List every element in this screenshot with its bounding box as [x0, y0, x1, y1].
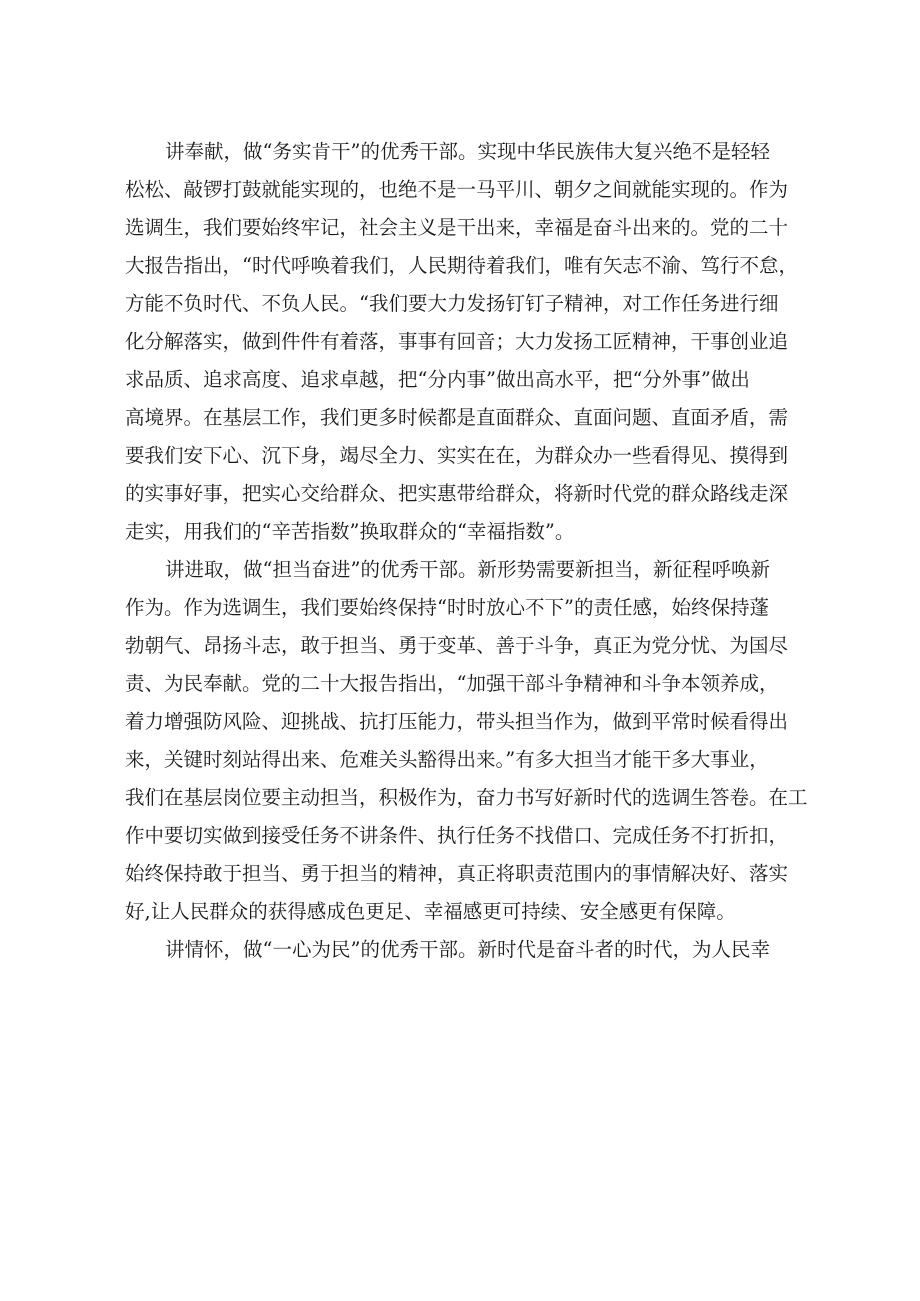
text-line: 始终保持敢于担当、勇于担当的精神，真正将职责范围内的事情解决好、落实 — [125, 862, 789, 885]
text-line: 走实，用我们的“辛苦指数”换取群众的“幸福指数”。 — [125, 520, 575, 543]
text-line: 讲奉献，做“务实肯干”的优秀干部。实现中华民族伟大复兴绝不是轻轻 — [165, 140, 770, 163]
text-line: 讲情怀，做“一心为民”的优秀干部。新时代是奋斗者的时代，为人民幸 — [165, 938, 770, 961]
text-line: 的实事好事，把实心交给群众、把实惠带给群众，将新时代党的群众路线走深 — [125, 482, 789, 505]
text-line: 作中要切实做到接受任务不讲条件、执行任务不找借口、完成任务不打折扣， — [125, 824, 789, 847]
text-line: 高境界。在基层工作，我们更多时候都是直面群众、直面问题、直面矛盾，需 — [125, 406, 789, 429]
text-line: 松松、敲锣打鼓就能实现的，也绝不是一马平川、朝夕之间就能实现的。作为 — [125, 178, 789, 201]
text-line: 着力增强防风险、迎挑战、抗打压能力，带头担当作为，做到平常时候看得出 — [125, 710, 789, 733]
text-line: 方能不负时代、不负人民。“我们要大力发扬钉钉子精神，对工作任务进行细 — [125, 292, 779, 315]
text-line: 责、为民奉献。党的二十大报告指出，“加强干部斗争精神和斗争本领养成， — [125, 672, 779, 695]
text-line: 好,让人民群众的获得感成色更足、幸福感更可持续、安全感更有保障。 — [125, 900, 736, 923]
text-line: 要我们安下心、沉下身，竭尽全力、实实在在，为群众办一些看得见、摸得到 — [125, 444, 789, 467]
text-line: 勃朝气、昂扬斗志，敢于担当、勇于变革、善于斗争，真正为党分忧、为国尽 — [125, 634, 789, 657]
text-line: 选调生，我们要始终牢记，社会主义是干出来，幸福是奋斗出来的。党的二十 — [125, 216, 789, 239]
text-line: 大报告指出，“时代呼唤着我们，人民期待着我们，唯有矢志不渝、笃行不怠， — [125, 254, 798, 277]
text-line: 来，关键时刻站得出来、危难关头豁得出来。”有多大担当才能干多大事业， — [125, 748, 769, 771]
text-line: 化分解落实，做到件件有着落，事事有回音；大力发扬工匠精神，干事创业追 — [125, 330, 789, 353]
text-line: 讲进取，做“担当奋进”的优秀干部。新形势需要新担当，新征程呼唤新 — [165, 558, 770, 581]
text-line: 作为。作为选调生，我们要始终保持“时时放心不下”的责任感，始终保持蓬 — [125, 596, 769, 619]
text-line: 我们在基层岗位要主动担当，积极作为，奋力书写好新时代的选调生答卷。在工 — [125, 786, 808, 809]
text-line: 求品质、追求高度、追求卓越，把“分内事”做出高水平，把“分外事”做出 — [125, 368, 750, 391]
